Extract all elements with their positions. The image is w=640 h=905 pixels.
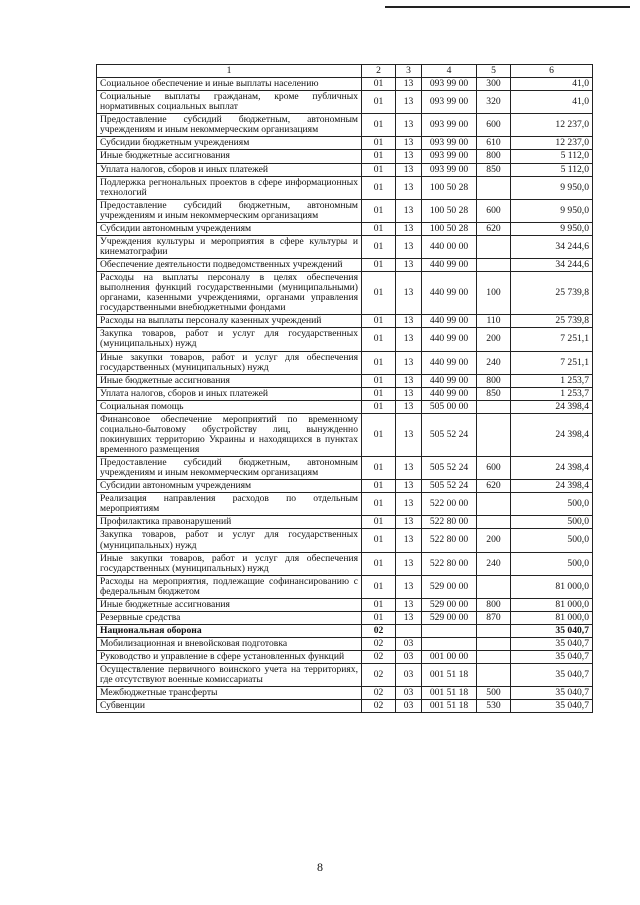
amount: 500,0: [511, 516, 593, 529]
section-code: 01: [362, 199, 396, 222]
subsection-code: [396, 624, 422, 637]
item-name: Социальное обеспечение и иные выплаты населению: [97, 78, 362, 91]
amount: 12 237,0: [511, 137, 593, 150]
amount: 34 244,6: [511, 259, 593, 272]
target-code: 529 00 00: [422, 575, 477, 598]
section-code: 01: [362, 272, 396, 315]
table-row: [97, 400, 593, 413]
expense-type-code: 600: [477, 457, 511, 480]
item-name: Иные закупки товаров, работ и услуг для обеспечения государственных (муниципальных) нужд: [97, 351, 362, 374]
expense-type-code: 800: [477, 150, 511, 163]
expense-type-code: [477, 413, 511, 456]
amount: 24 398,4: [511, 457, 593, 480]
item-name: Обеспечение деятельности подведомственных учреждений: [97, 259, 362, 272]
table-row: [97, 78, 593, 91]
subsection-code: 13: [396, 516, 422, 529]
section-code: 01: [362, 413, 396, 456]
expense-type-code: 500: [477, 687, 511, 700]
expense-type-code: 200: [477, 529, 511, 552]
budget-table: [96, 64, 593, 713]
expense-type-code: 240: [477, 552, 511, 575]
table-row: [97, 687, 593, 700]
section-code: 01: [362, 493, 396, 516]
item-name: Предоставление субсидий бюджетным, автономным учреждениям и иным некоммерческим организациям: [97, 457, 362, 480]
item-name: Предоставление субсидий бюджетным, автономным учреждениям и иным некоммерческим организациям: [97, 199, 362, 222]
amount: 7 251,1: [511, 328, 593, 351]
section-code: 01: [362, 552, 396, 575]
target-code: 093 99 00: [422, 78, 477, 91]
section-code: 02: [362, 687, 396, 700]
expense-type-code: 610: [477, 137, 511, 150]
item-name: Социальная помощь: [97, 400, 362, 413]
subsection-code: 13: [396, 493, 422, 516]
section-code: 01: [362, 374, 396, 387]
target-code: 505 52 24: [422, 457, 477, 480]
expense-type-code: [477, 176, 511, 199]
subsection-code: 13: [396, 457, 422, 480]
section-code: 01: [362, 516, 396, 529]
target-code: 093 99 00: [422, 137, 477, 150]
amount: 500,0: [511, 552, 593, 575]
expense-type-code: 320: [477, 91, 511, 114]
expense-type-code: [477, 516, 511, 529]
amount: 81 000,0: [511, 598, 593, 611]
target-code: 529 00 00: [422, 611, 477, 624]
expense-type-code: [477, 235, 511, 258]
expense-type-code: 600: [477, 199, 511, 222]
expense-type-code: [477, 575, 511, 598]
section-code: 01: [362, 163, 396, 176]
table-row: [97, 638, 593, 651]
item-name: Расходы на выплаты персоналу в целях обеспечения выполнения функций государственными (муниципальными) органами, казенными учреждениями, органами управления государственными внебюджетными фондами: [97, 272, 362, 315]
table-row: [97, 457, 593, 480]
target-code: 440 99 00: [422, 351, 477, 374]
target-code: 505 52 24: [422, 413, 477, 456]
item-name: Социальные выплаты гражданам, кроме публичных нормативных социальных выплат: [97, 91, 362, 114]
subsection-code: 13: [396, 598, 422, 611]
table-row: [97, 163, 593, 176]
subsection-code: 13: [396, 611, 422, 624]
expense-type-code: [477, 400, 511, 413]
table-row: [97, 374, 593, 387]
target-code: 001 00 00: [422, 651, 477, 664]
item-name: Руководство и управление в сфере установленных функций: [97, 651, 362, 664]
item-name: Предоставление субсидий бюджетным, автономным учреждениям и иным некоммерческим организациям: [97, 114, 362, 137]
table-row: [97, 664, 593, 687]
section-code: 01: [362, 259, 396, 272]
section-code: 01: [362, 78, 396, 91]
item-name: Закупка товаров, работ и услуг для государственных (муниципальных) нужд: [97, 328, 362, 351]
table-row: [97, 575, 593, 598]
column-header: 6: [511, 65, 593, 78]
section-code: 01: [362, 387, 396, 400]
expense-type-code: [477, 624, 511, 637]
column-header: 1: [97, 65, 362, 78]
target-code: 440 99 00: [422, 259, 477, 272]
expense-type-code: 620: [477, 480, 511, 493]
amount: 35 040,7: [511, 638, 593, 651]
target-code: 440 00 00: [422, 235, 477, 258]
amount: 500,0: [511, 493, 593, 516]
item-name: Субвенции: [97, 700, 362, 713]
target-code: 440 99 00: [422, 387, 477, 400]
subsection-code: 03: [396, 664, 422, 687]
section-code: 01: [362, 351, 396, 374]
item-name: Осуществление первичного воинского учета на территориях, где отсутствуют военные комиссариаты: [97, 664, 362, 687]
section-code: 02: [362, 624, 396, 637]
page-number: 8: [317, 860, 323, 874]
target-code: 529 00 00: [422, 598, 477, 611]
subsection-code: 13: [396, 199, 422, 222]
subsection-code: 13: [396, 552, 422, 575]
target-code: 522 80 00: [422, 529, 477, 552]
subsection-code: 13: [396, 137, 422, 150]
table-row: [97, 516, 593, 529]
item-name: Реализация направления расходов по отдельным мероприятиям: [97, 493, 362, 516]
section-code: 01: [362, 611, 396, 624]
section-code: 01: [362, 575, 396, 598]
target-code: [422, 624, 477, 637]
amount: 24 398,4: [511, 400, 593, 413]
amount: 1 253,7: [511, 387, 593, 400]
target-code: 100 50 28: [422, 199, 477, 222]
subsection-code: 13: [396, 529, 422, 552]
item-name: Уплата налогов, сборов и иных платежей: [97, 387, 362, 400]
subsection-code: 13: [396, 413, 422, 456]
amount: 34 244,6: [511, 235, 593, 258]
item-name: Субсидии автономным учреждениям: [97, 222, 362, 235]
expense-type-code: 530: [477, 700, 511, 713]
amount: 7 251,1: [511, 351, 593, 374]
table-row: [97, 150, 593, 163]
table-row: [97, 114, 593, 137]
expense-type-code: [477, 493, 511, 516]
amount: 5 112,0: [511, 150, 593, 163]
subsection-code: 13: [396, 400, 422, 413]
table-row: [97, 700, 593, 713]
target-code: 001 51 18: [422, 664, 477, 687]
table-row: [97, 351, 593, 374]
section-code: 01: [362, 222, 396, 235]
expense-type-code: [477, 638, 511, 651]
amount: 9 950,0: [511, 176, 593, 199]
amount: 25 739,8: [511, 315, 593, 328]
target-code: 440 99 00: [422, 328, 477, 351]
amount: 24 398,4: [511, 480, 593, 493]
section-code: 01: [362, 114, 396, 137]
subsection-code: 13: [396, 315, 422, 328]
expense-type-code: 800: [477, 598, 511, 611]
table-row: [97, 235, 593, 258]
item-name: Подлержка регнональных проектов в сфере информационных технологий: [97, 176, 362, 199]
item-name: Иные бюджетные ассигнования: [97, 150, 362, 163]
section-code: 01: [362, 400, 396, 413]
subsection-code: 13: [396, 91, 422, 114]
expense-type-code: [477, 651, 511, 664]
section-code: 01: [362, 480, 396, 493]
table-row: [97, 222, 593, 235]
item-name: Субсидии автономным учреждениям: [97, 480, 362, 493]
section-code: 02: [362, 700, 396, 713]
target-code: 440 99 00: [422, 272, 477, 315]
target-code: 093 99 00: [422, 91, 477, 114]
amount: 9 950,0: [511, 222, 593, 235]
target-code: 001 51 18: [422, 700, 477, 713]
section-code: 01: [362, 529, 396, 552]
expense-type-code: 800: [477, 374, 511, 387]
column-header: 4: [422, 65, 477, 78]
amount: 35 040,7: [511, 651, 593, 664]
table-row: [97, 493, 593, 516]
item-name: Профилактика правонарушений: [97, 516, 362, 529]
item-name: Национальная оборона: [97, 624, 362, 637]
expense-type-code: 300: [477, 78, 511, 91]
target-code: 093 99 00: [422, 150, 477, 163]
amount: 500,0: [511, 529, 593, 552]
target-code: 505 00 00: [422, 400, 477, 413]
amount: 12 237,0: [511, 114, 593, 137]
subsection-code: 13: [396, 480, 422, 493]
amount: 9 950,0: [511, 199, 593, 222]
top-rule: [385, 6, 630, 8]
target-code: 093 99 00: [422, 163, 477, 176]
target-code: 001 51 18: [422, 687, 477, 700]
amount: 35 040,7: [511, 664, 593, 687]
item-name: Межбюджетные трансферты: [97, 687, 362, 700]
amount: 5 112,0: [511, 163, 593, 176]
subsection-code: 13: [396, 259, 422, 272]
section-code: 01: [362, 457, 396, 480]
target-code: 522 80 00: [422, 552, 477, 575]
amount: 81 000,0: [511, 611, 593, 624]
expense-type-code: [477, 664, 511, 687]
section-code: 01: [362, 137, 396, 150]
amount: 41,0: [511, 91, 593, 114]
item-name: Расходы на мероприятия, подлежащие софинансированию с федеральным бюджетом: [97, 575, 362, 598]
target-code: 100 50 28: [422, 176, 477, 199]
table-row: [97, 611, 593, 624]
section-code: 02: [362, 638, 396, 651]
item-name: Уплата налогов, сборов и иных платежей: [97, 163, 362, 176]
section-code: 01: [362, 315, 396, 328]
table-row: [97, 387, 593, 400]
target-code: 093 99 00: [422, 114, 477, 137]
table-row: [97, 176, 593, 199]
table-row: [97, 315, 593, 328]
expense-type-code: 110: [477, 315, 511, 328]
item-name: Субсидии бюджетным учреждениям: [97, 137, 362, 150]
item-name: Закупка товаров, работ и услуг для государственных (муниципальных) нужд: [97, 529, 362, 552]
subsection-code: 13: [396, 163, 422, 176]
expense-type-code: 200: [477, 328, 511, 351]
amount: 1 253,7: [511, 374, 593, 387]
item-name: Расходы на выплаты персоналу казенных учреждений: [97, 315, 362, 328]
subsection-code: 13: [396, 351, 422, 374]
amount: 35 040,7: [511, 700, 593, 713]
table-row: [97, 328, 593, 351]
table-row: [97, 137, 593, 150]
header-row: [97, 65, 593, 78]
section-code: 01: [362, 91, 396, 114]
expense-type-code: 870: [477, 611, 511, 624]
expense-type-code: [477, 259, 511, 272]
column-header: 5: [477, 65, 511, 78]
item-name: Резервные средства: [97, 611, 362, 624]
expense-type-code: 100: [477, 272, 511, 315]
table-row: [97, 651, 593, 664]
subsection-code: 13: [396, 78, 422, 91]
table-row: [97, 91, 593, 114]
amount: 81 000,0: [511, 575, 593, 598]
amount: 35 040,7: [511, 624, 593, 637]
subsection-code: 03: [396, 651, 422, 664]
table-row: [97, 598, 593, 611]
table-row: [97, 413, 593, 456]
subsection-code: 13: [396, 222, 422, 235]
subsection-code: 13: [396, 374, 422, 387]
expense-type-code: 620: [477, 222, 511, 235]
expense-type-code: 850: [477, 163, 511, 176]
subsection-code: 13: [396, 235, 422, 258]
item-name: Мобилизационная и вневойсковая подготовка: [97, 638, 362, 651]
subsection-code: 13: [396, 114, 422, 137]
subsection-code: 13: [396, 150, 422, 163]
target-code: 522 80 00: [422, 516, 477, 529]
subsection-code: 13: [396, 176, 422, 199]
subsection-code: 03: [396, 638, 422, 651]
section-code: 02: [362, 664, 396, 687]
amount: 25 739,8: [511, 272, 593, 315]
section-code: 01: [362, 328, 396, 351]
section-code: 01: [362, 150, 396, 163]
section-code: 01: [362, 176, 396, 199]
subsection-code: 13: [396, 272, 422, 315]
table-row: [97, 552, 593, 575]
subsection-code: 13: [396, 328, 422, 351]
item-name: Финансовое обеспечение мероприятий по временному социально-бытовому обустройству лиц, вынужденно покинувших территорию Украины и находящихся в пунктах временного размещения: [97, 413, 362, 456]
amount: 41,0: [511, 78, 593, 91]
section-code: 01: [362, 598, 396, 611]
subsection-code: 03: [396, 700, 422, 713]
section-code: 01: [362, 235, 396, 258]
expense-type-code: 600: [477, 114, 511, 137]
subsection-code: 13: [396, 387, 422, 400]
amount: 35 040,7: [511, 687, 593, 700]
table-row: [97, 272, 593, 315]
expense-type-code: 850: [477, 387, 511, 400]
target-code: 440 99 00: [422, 315, 477, 328]
item-name: Иные бюджетные ассигнования: [97, 598, 362, 611]
column-header: 2: [362, 65, 396, 78]
item-name: Иные закупки товаров, работ и услуг для обеспечения государственных (муниципальных) нужд: [97, 552, 362, 575]
subsection-code: 13: [396, 575, 422, 598]
expense-type-code: 240: [477, 351, 511, 374]
column-header: 3: [396, 65, 422, 78]
table-row: [97, 529, 593, 552]
section-code: 02: [362, 651, 396, 664]
subsection-code: 03: [396, 687, 422, 700]
target-code: 100 50 28: [422, 222, 477, 235]
target-code: 440 99 00: [422, 374, 477, 387]
item-name: Учреждения культуры и мероприятия в сфере культуры и кинематографии: [97, 235, 362, 258]
table-row: [97, 259, 593, 272]
table-row: [97, 199, 593, 222]
table-row: [97, 624, 593, 637]
item-name: Иные бюджетные ассигнования: [97, 374, 362, 387]
amount: 24 398,4: [511, 413, 593, 456]
table-row: [97, 480, 593, 493]
target-code: 505 52 24: [422, 480, 477, 493]
target-code: [422, 638, 477, 651]
target-code: 522 00 00: [422, 493, 477, 516]
